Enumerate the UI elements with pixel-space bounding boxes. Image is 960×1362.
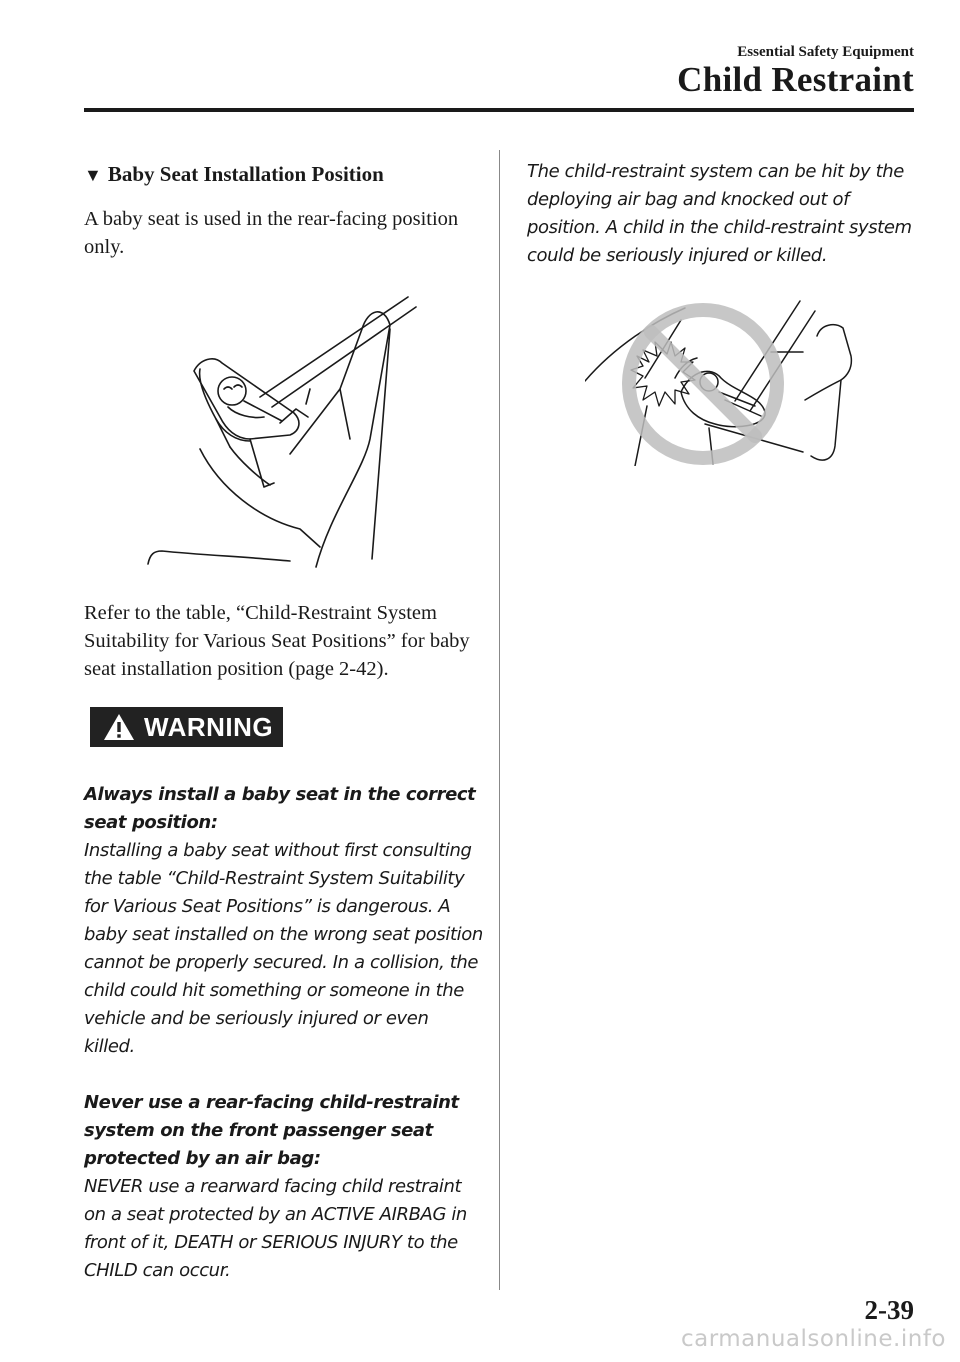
reference-paragraph: Refer to the table, “Child-Restraint System Suitability for Various Seat Positions” for baby seat installation position (page 2-42).	[84, 602, 470, 680]
warning2-continued: The child-restraint system can be hit by the deploying air bag and knocked out of position. A child in the child-restraint system could be seriously injured or killed.	[527, 161, 912, 266]
column-divider	[499, 150, 500, 1290]
header-rule	[84, 108, 914, 112]
baby-seat-illustration	[140, 289, 440, 579]
intro-paragraph: A baby seat is used in the rear-facing position only.	[84, 208, 459, 258]
page-number: 2-39	[864, 1295, 914, 1325]
header-chapter: Essential Safety Equipment	[737, 44, 914, 60]
prohibition-icon	[629, 310, 777, 458]
header-section-title: Child Restraint	[677, 60, 914, 99]
warning2-body: NEVER use a rearward facing child restraint on a seat protected by an ACTIVE AIRBAG in front of it, DEATH or SERIOUS INJURY to the CHILD can occur.	[84, 1176, 467, 1281]
left-column	[84, 158, 484, 1285]
warning2-title: Never use a rear-facing child-restraint system on the front passenger seat protected by an air bag:	[84, 1092, 459, 1169]
warning1-body: Installing a baby seat without first consulting the table “Child-Restraint System Suitability for Various Seat Positions” is dangerous. A baby seat installed on the wrong seat position cannot be properly secured. In a collision, the child could hit something or someone in the vehicle and be seriously injured or even killed.	[84, 840, 483, 1057]
section-heading	[84, 158, 484, 191]
right-column	[527, 158, 917, 466]
airbag-hazard-illustration	[585, 296, 855, 466]
section-heading-text: Baby Seat Installation Position	[107, 162, 384, 186]
warning-banner	[90, 707, 283, 747]
warning1-title: Always install a baby seat in the correct seat position:	[84, 784, 476, 833]
warning-triangle-icon	[102, 712, 136, 742]
warning-label: WARNING	[144, 711, 274, 742]
watermark: carmanualsonline.info	[680, 1326, 946, 1352]
heading-marker: ▼	[84, 165, 102, 185]
